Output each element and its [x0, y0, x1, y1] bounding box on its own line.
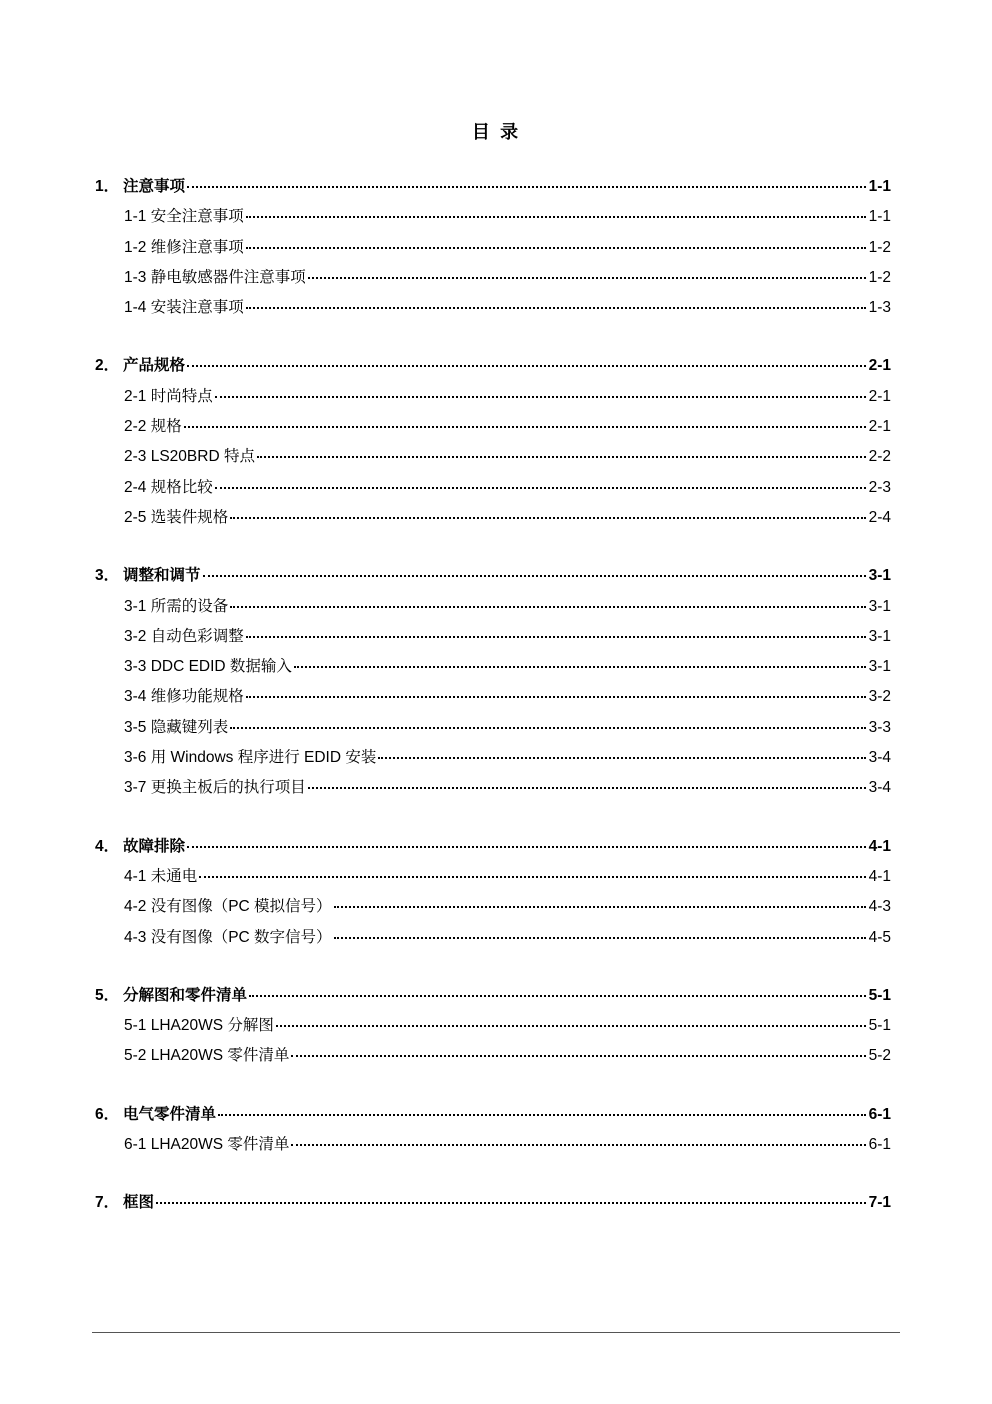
subsection-title: 1-3 静电敏感器件注意事项 [124, 268, 306, 286]
subsection-title: 3-5 隐藏键列表 [124, 718, 229, 736]
page-title: 目 录 [471, 122, 521, 143]
dot-leader [334, 937, 866, 939]
subsection-page-number: 3-1 [868, 627, 891, 645]
subsection-title: 6-1 LHA20WS 零件清单 [124, 1136, 290, 1154]
toc-subsection-entry[interactable] [95, 263, 891, 293]
subsection-title: 4-3 没有图像（PC 数字信号） [124, 928, 332, 946]
subsection-title: 3-3 DDC EDID 数据输入 [124, 658, 292, 676]
toc-subsection-entry[interactable] [95, 442, 891, 472]
toc-chapter-entry[interactable] [95, 172, 891, 202]
subsection-title: 2-2 规格 [124, 418, 182, 436]
toc-subsection-entry[interactable] [95, 682, 891, 712]
subsection-page-number: 6-1 [868, 1136, 891, 1154]
subsection-page-number: 3-3 [868, 718, 891, 736]
chapter-number: 4． [95, 837, 120, 855]
subsection-page-number: 5-1 [868, 1017, 891, 1035]
toc-subsection-entry[interactable] [95, 923, 891, 953]
chapter-page-number: 4-1 [868, 837, 891, 855]
toc-subsection-entry[interactable] [95, 743, 891, 773]
dot-leader [378, 757, 865, 759]
chapter-number: 7． [95, 1194, 120, 1212]
dot-leader [246, 307, 866, 309]
dot-leader [257, 456, 866, 458]
footer-divider [92, 1332, 900, 1333]
dot-leader [246, 636, 866, 638]
chapter-title: 电气零件清单 [123, 1105, 217, 1123]
toc-subsection-entry[interactable] [95, 202, 891, 232]
toc-chapter-entry[interactable] [95, 1100, 891, 1130]
dot-leader [199, 876, 865, 878]
toc-section [95, 351, 891, 533]
subsection-title: 3-4 维修功能规格 [124, 688, 244, 706]
subsection-title: 1-2 维修注意事项 [124, 238, 244, 256]
dot-leader [184, 426, 866, 428]
subsection-page-number: 5-2 [868, 1047, 891, 1065]
toc-chapter-entry[interactable] [95, 1188, 891, 1218]
chapter-title: 分解图和零件清单 [123, 986, 248, 1004]
subsection-page-number: 3-4 [868, 749, 891, 767]
toc-subsection-entry[interactable] [95, 713, 891, 743]
subsection-title: 3-7 更换主板后的执行项目 [124, 779, 306, 797]
dot-leader [218, 1114, 866, 1116]
toc-subsection-entry[interactable] [95, 592, 891, 622]
toc-subsection-entry[interactable] [95, 382, 891, 412]
dot-leader [276, 1025, 866, 1027]
toc-chapter-entry[interactable] [95, 561, 891, 591]
subsection-title: 3-1 所需的设备 [124, 597, 229, 615]
subsection-page-number: 4-1 [868, 867, 891, 885]
chapter-title: 故障排除 [123, 837, 186, 855]
toc-subsection-entry[interactable] [95, 862, 891, 892]
subsection-title: 2-1 时尚特点 [124, 387, 213, 405]
chapter-page-number: 5-1 [868, 986, 891, 1004]
toc-subsection-entry[interactable] [95, 293, 891, 323]
subsection-page-number: 1-3 [868, 299, 891, 317]
dot-leader [187, 365, 866, 367]
toc-subsection-entry[interactable] [95, 233, 891, 263]
subsection-title: 3-6 用 Windows 程序进行 EDID 安装 [124, 749, 377, 767]
subsection-page-number: 2-1 [868, 387, 891, 405]
toc-subsection-entry[interactable] [95, 473, 891, 503]
dot-leader [308, 277, 866, 279]
table-of-contents [95, 172, 891, 1247]
chapter-title: 调整和调节 [123, 567, 201, 585]
subsection-page-number: 3-4 [868, 779, 891, 797]
dot-leader [230, 517, 865, 519]
chapter-number: 6． [95, 1105, 120, 1123]
chapter-number: 2． [95, 357, 120, 375]
dot-leader [291, 1055, 865, 1057]
subsection-page-number: 4-5 [868, 928, 891, 946]
subsection-title: 1-4 安装注意事项 [124, 299, 244, 317]
chapter-page-number: 3-1 [868, 567, 891, 585]
dot-leader [203, 575, 866, 577]
dot-leader [334, 906, 866, 908]
subsection-page-number: 2-4 [868, 508, 891, 526]
chapter-page-number: 1-1 [868, 178, 891, 195]
chapter-page-number: 7-1 [868, 1194, 891, 1212]
chapter-page-number: 2-1 [868, 357, 891, 375]
toc-section [95, 981, 891, 1072]
toc-subsection-entry[interactable] [95, 892, 891, 922]
subsection-page-number: 4-3 [868, 898, 891, 916]
dot-leader [230, 727, 865, 729]
toc-subsection-entry[interactable] [95, 1130, 891, 1160]
toc-section [95, 1100, 891, 1161]
subsection-page-number: 1-2 [868, 238, 891, 256]
dot-leader [249, 995, 866, 997]
subsection-title: 1-1 安全注意事项 [124, 208, 244, 226]
dot-leader [215, 396, 866, 398]
chapter-title: 注意事项 [123, 178, 186, 195]
toc-subsection-entry[interactable] [95, 1041, 891, 1071]
subsection-title: 2-4 规格比较 [124, 478, 213, 496]
dot-leader [246, 247, 866, 249]
subsection-title: 4-2 没有图像（PC 模拟信号） [124, 898, 332, 916]
subsection-page-number: 3-1 [868, 658, 891, 676]
toc-chapter-entry[interactable] [95, 981, 891, 1011]
dot-leader [187, 186, 866, 188]
chapter-number: 3． [95, 567, 120, 585]
dot-leader [294, 666, 866, 668]
toc-subsection-entry[interactable] [95, 503, 891, 533]
dot-leader [230, 606, 865, 608]
subsection-page-number: 1-1 [868, 208, 891, 226]
subsection-page-number: 3-1 [868, 597, 891, 615]
chapter-title: 框图 [123, 1194, 155, 1212]
toc-subsection-entry[interactable] [95, 1011, 891, 1041]
chapter-title: 产品规格 [123, 357, 186, 375]
toc-section [95, 172, 891, 323]
subsection-title: 3-2 自动色彩调整 [124, 627, 244, 645]
dot-leader [156, 1202, 866, 1204]
toc-chapter-entry[interactable] [95, 832, 891, 862]
dot-leader [246, 216, 866, 218]
subsection-page-number: 2-2 [868, 448, 891, 466]
chapter-number: 5． [95, 986, 120, 1004]
toc-section [95, 561, 891, 803]
toc-subsection-entry[interactable] [95, 622, 891, 652]
subsection-page-number: 2-1 [868, 418, 891, 436]
toc-section [95, 832, 891, 953]
dot-leader [291, 1144, 865, 1146]
subsection-page-number: 2-3 [868, 478, 891, 496]
dot-leader [308, 787, 866, 789]
dot-leader [215, 487, 866, 489]
subsection-title: 2-3 LS20BRD 特点 [124, 448, 255, 466]
toc-subsection-entry[interactable] [95, 652, 891, 682]
toc-subsection-entry[interactable] [95, 412, 891, 442]
toc-subsection-entry[interactable] [95, 773, 891, 803]
toc-section [95, 1188, 891, 1218]
toc-chapter-entry[interactable] [95, 351, 891, 381]
dot-leader [187, 846, 866, 848]
chapter-number: 1． [95, 178, 120, 195]
subsection-page-number: 3-2 [868, 688, 891, 706]
dot-leader [246, 696, 866, 698]
subsection-title: 5-1 LHA20WS 分解图 [124, 1017, 274, 1035]
subsection-page-number: 1-2 [868, 268, 891, 286]
subsection-title: 5-2 LHA20WS 零件清单 [124, 1047, 290, 1065]
subsection-title: 2-5 选装件规格 [124, 508, 229, 526]
chapter-page-number: 6-1 [868, 1105, 891, 1123]
subsection-title: 4-1 未通电 [124, 867, 198, 885]
